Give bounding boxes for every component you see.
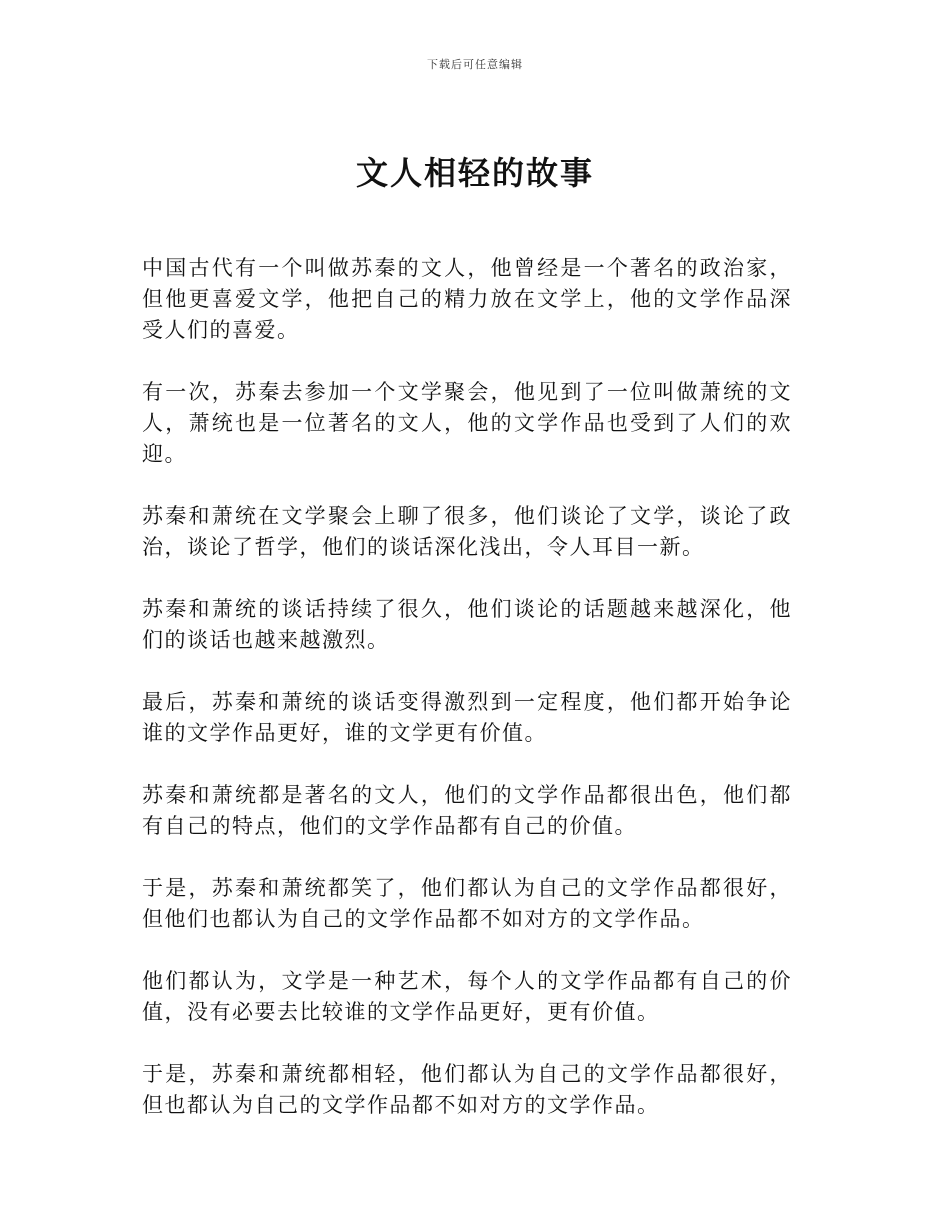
paragraph: 于是，苏秦和萧统都相轻，他们都认为自己的文学作品都很好，但也都认为自己的文学作品都不如对方的文学作品。 [142, 1062, 792, 1117]
paragraph: 有一次，苏秦去参加一个文学聚会，他见到了一位叫做萧统的文人，萧统也是一位著名的文人，他的文学作品也受到了人们的欢迎。 [142, 380, 792, 466]
paragraph: 苏秦和萧统在文学聚会上聊了很多，他们谈论了文学，谈论了政治，谈论了哲学，他们的谈话深化浅出，令人耳目一新。 [142, 504, 792, 559]
paragraph: 苏秦和萧统都是著名的文人，他们的文学作品都很出色，他们都有自己的特点，他们的文学作品都有自己的价值。 [142, 783, 792, 838]
document-title: 文人相轻的故事 [355, 154, 594, 192]
paragraph: 于是，苏秦和萧统都笑了，他们都认为自己的文学作品都很好，但他们也都认为自己的文学作品都不如对方的文学作品。 [142, 876, 792, 931]
paragraph: 中国古代有一个叫做苏秦的文人，他曾经是一个著名的政治家，但他更喜爱文学，他把自己的精力放在文学上，他的文学作品深受人们的喜爱。 [142, 256, 792, 342]
paragraph: 最后，苏秦和萧统的谈话变得激烈到一定程度，他们都开始争论谁的文学作品更好，谁的文学更有价值。 [142, 690, 792, 745]
paragraph: 他们都认为，文学是一种艺术，每个人的文学作品都有自己的价值，没有必要去比较谁的文学作品更好，更有价值。 [142, 969, 792, 1024]
document-body [142, 253, 792, 1152]
paragraph: 苏秦和萧统的谈话持续了很久，他们谈论的话题越来越深化，他们的谈话也越来越激烈。 [142, 597, 792, 652]
header-note: 下载后可任意编辑 [427, 58, 523, 71]
